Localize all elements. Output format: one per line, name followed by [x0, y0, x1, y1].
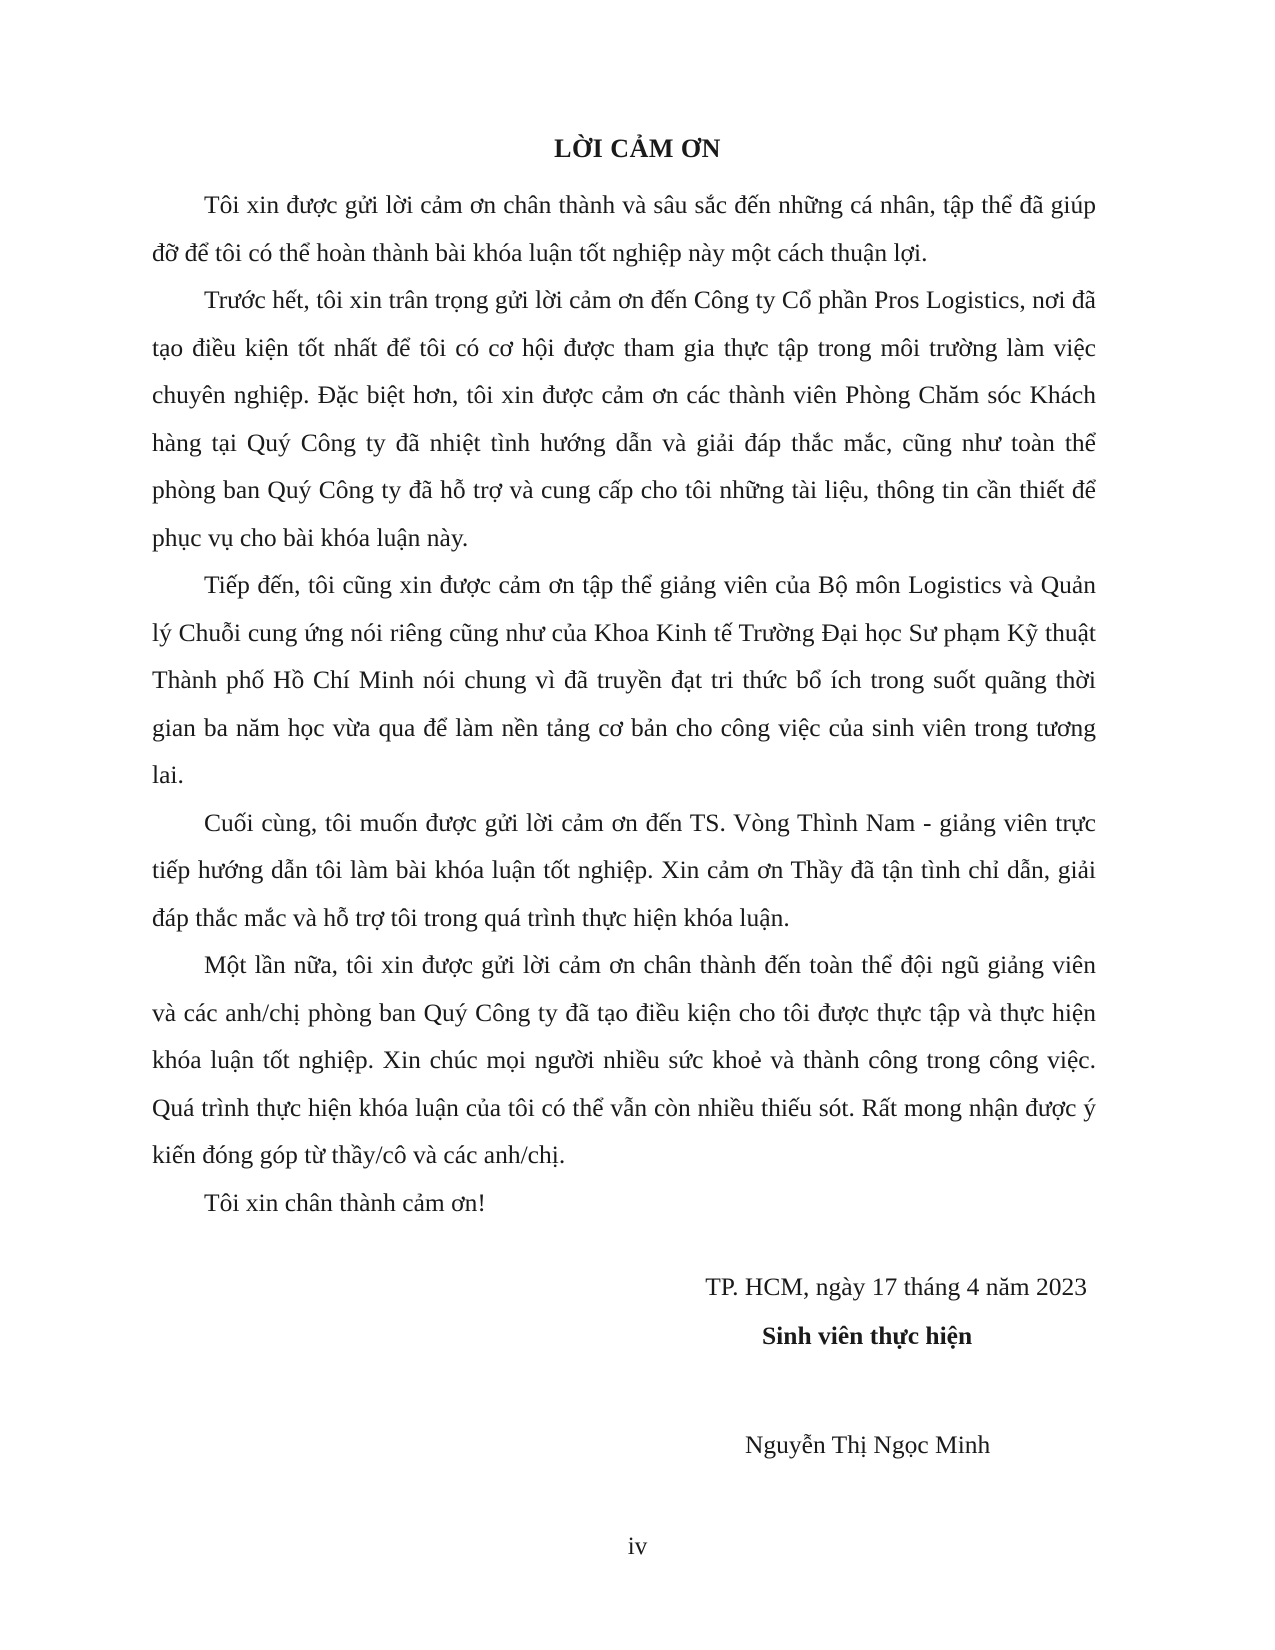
signer-role: Sinh viên thực hiện: [762, 1321, 973, 1350]
page-number: iv: [627, 1533, 648, 1560]
paragraph-intro: Tôi xin được gửi lời cảm ơn chân thành và sâu sắc đến những cá nhân, tập thể đã giúp đỡ để tôi có thể hoàn thành bài khóa luận tốt nghiệp này một cách thuận lợi.: [152, 190, 1096, 267]
signer-name: Nguyễn Thị Ngọc Minh: [745, 1430, 991, 1459]
paragraph-faculty: Tiếp đến, tôi cũng xin được cảm ơn tập thể giảng viên của Bộ môn Logistics và Quản lý Chuỗi cung ứng nói riêng cũng như của Khoa Kinh tế Trường Đại học Sư phạm Kỹ thuật Thành phố Hồ Chí Minh nói chung vì đã truyền đạt tri thức bổ ích trong suốt quãng thời gian ba năm học vừa qua để làm nền tảng cơ bản cho công việc của sinh viên trong tương lai.: [152, 570, 1096, 789]
paragraph-company: Trước hết, tôi xin trân trọng gửi lời cảm ơn đến Công ty Cổ phần Pros Logistics, nơi đã tạo điều kiện tốt nhất để tôi có cơ hội được tham gia thực tập trong môi trường làm việc chuyên nghiệp. Đặc biệt hơn, tôi xin được cảm ơn các thành viên Phòng Chăm sóc Khách hàng tại Quý Công ty đã nhiệt tình hướng dẫn và giải đáp thắc mắc, cũng như toàn thể phòng ban Quý Công ty đã hỗ trợ và cung cấp cho tôi những tài liệu, thông tin cần thiết để phục vụ cho bài khóa luận này.: [152, 285, 1096, 552]
acknowledgement-body: [152, 181, 1096, 1226]
date-line: TP. HCM, ngày 17 tháng 4 năm 2023: [705, 1272, 1087, 1301]
paragraph-supervisor: Cuối cùng, tôi muốn được gửi lời cảm ơn đến TS. Vòng Thình Nam - giảng viên trực tiếp hướng dẫn tôi làm bài khóa luận tốt nghiệp. Xin cảm ơn Thầy đã tận tình chỉ dẫn, giải đáp thắc mắc và hỗ trợ tôi trong quá trình thực hiện khóa luận.: [152, 807, 1096, 932]
paragraph-thanks: Tôi xin chân thành cảm ơn!: [204, 1187, 486, 1217]
paragraph-closing: Một lần nữa, tôi xin được gửi lời cảm ơn chân thành đến toàn thể đội ngũ giảng viên và các anh/chị phòng ban Quý Công ty đã tạo điều kiện cho tôi được thực tập và thực hiện khóa luận tốt nghiệp. Xin chúc mọi người nhiều sức khoẻ và thành công trong công việc. Quá trình thực hiện khóa luận của tôi có thể vẫn còn nhiều thiếu sót. Rất mong nhận được ý kiến đóng góp từ thầy/cô và các anh/chị.: [152, 950, 1096, 1169]
page-title: LỜI CẢM ƠN: [554, 134, 721, 163]
